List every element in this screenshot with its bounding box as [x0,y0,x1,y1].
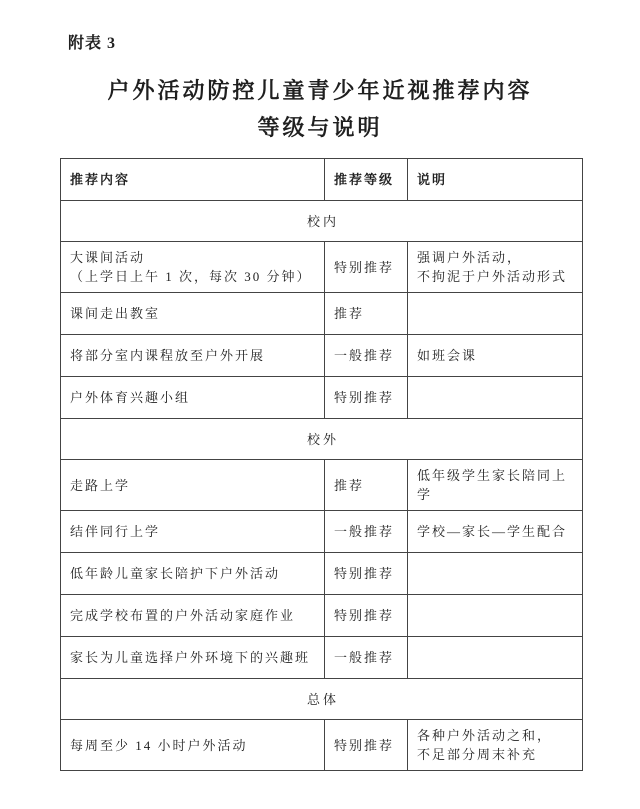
page-title-line1: 户外活动防控儿童青少年近视推荐内容 [107,78,533,103]
content-cell: 完成学校布置的户外活动家庭作业 [61,595,325,637]
note-cell [408,553,583,595]
header-row [61,159,583,201]
table-row [61,553,583,595]
table-row [61,293,583,335]
section-row [61,679,583,720]
grade-cell: 推荐 [325,460,408,511]
note-cell: 如班会课 [408,335,583,377]
table-row [61,595,583,637]
table-row [61,335,583,377]
content-cell: 低年龄儿童家长陪护下户外活动 [61,553,325,595]
content-cell: 大课间活动 （上学日上午 1 次，每次 30 分钟） [61,242,325,293]
note-cell: 低年级学生家长陪同上学 [408,460,583,511]
content-cell: 将部分室内课程放至户外开展 [61,335,325,377]
note-cell [408,595,583,637]
content-cell: 每周至少 14 小时户外活动 [61,720,325,771]
section-row [61,201,583,242]
note-cell [408,637,583,679]
page-title [0,72,640,146]
page-title-line2: 等级与说明 [257,115,383,140]
grade-cell: 一般推荐 [325,335,408,377]
note-cell [408,293,583,335]
grade-cell: 特别推荐 [325,377,408,419]
table-row [61,720,583,771]
grade-cell: 推荐 [325,293,408,335]
table-row [61,511,583,553]
section-title: 校外 [61,419,583,460]
appendix-label: 附表 3 [68,35,117,52]
grade-cell: 特别推荐 [325,595,408,637]
table-row [61,377,583,419]
note-cell [408,377,583,419]
content-cell: 走路上学 [61,460,325,511]
content-cell: 结伴同行上学 [61,511,325,553]
grade-cell: 特别推荐 [325,553,408,595]
column-header-note: 说明 [408,159,583,201]
note-cell: 强调户外活动， 不拘泥于户外活动形式 [408,242,583,293]
note-cell: 学校—家长—学生配合 [408,511,583,553]
grade-cell: 一般推荐 [325,511,408,553]
content-cell: 课间走出教室 [61,293,325,335]
section-title: 总体 [61,679,583,720]
section-title: 校内 [61,201,583,242]
grade-cell: 特别推荐 [325,242,408,293]
note-cell: 各种户外活动之和， 不足部分周末补充 [408,720,583,771]
section-row [61,419,583,460]
content-cell: 户外体育兴趣小组 [61,377,325,419]
grade-cell: 一般推荐 [325,637,408,679]
content-cell: 家长为儿童选择户外环境下的兴趣班 [61,637,325,679]
table-row [61,637,583,679]
table-row [61,242,583,293]
grade-cell: 特别推荐 [325,720,408,771]
column-header-content: 推荐内容 [61,159,325,201]
column-header-grade: 推荐等级 [325,159,408,201]
table-row [61,460,583,511]
recommendation-table [60,158,583,771]
